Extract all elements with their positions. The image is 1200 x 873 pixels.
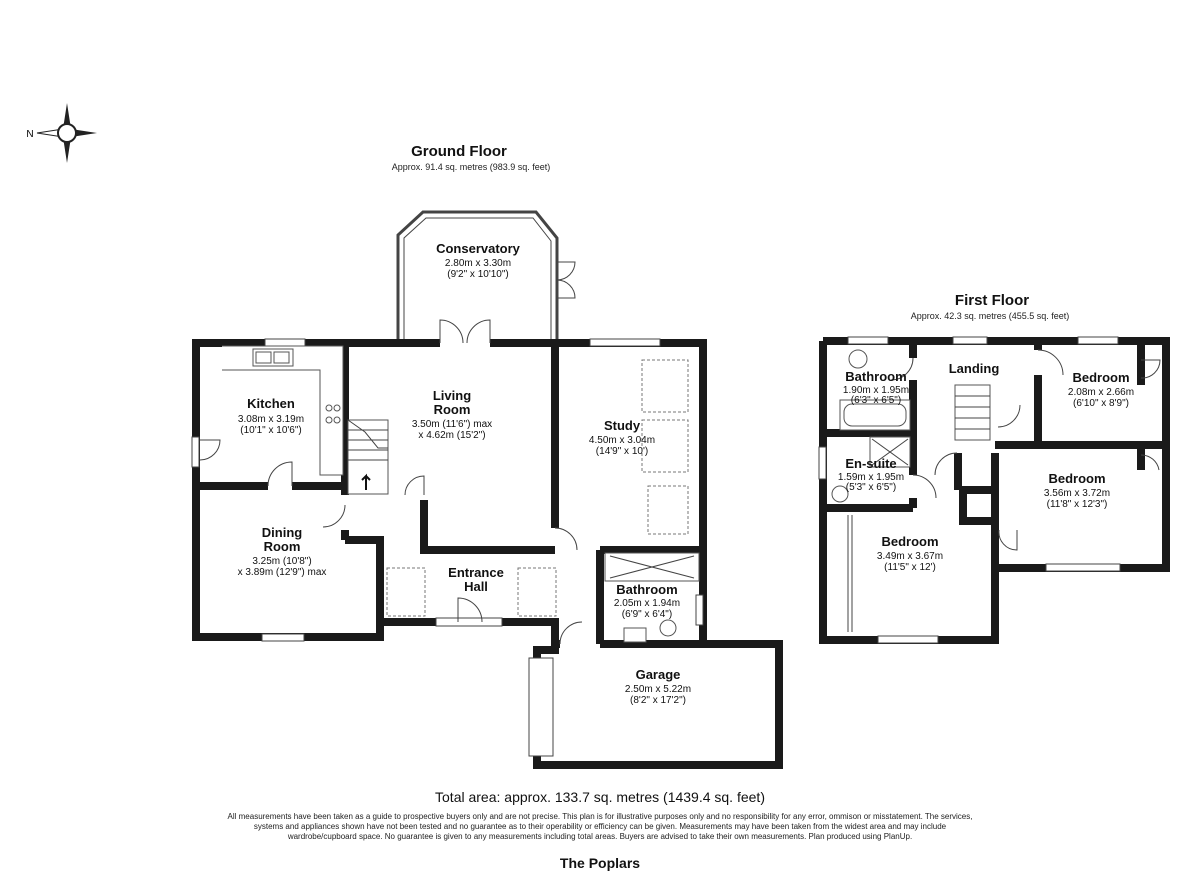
first-floor-title: First Floor	[954, 292, 1030, 309]
bedroom-main-imperial: (11'5" x 12')	[884, 562, 936, 573]
en-suite-dims: 1.59m x 1.95m	[837, 472, 905, 483]
en-suite-imperial: (5'3" x 6'5")	[845, 482, 897, 493]
bathroom-first-dims: 1.90m x 1.95m	[842, 385, 910, 396]
room-garage	[625, 667, 691, 706]
conservatory-name: Conservatory	[436, 241, 520, 256]
disclaimer-text: All measurements have been taken as a guide to prospective buyers only and are not precise. This plan is for illustrative purposes only and no responsibility for any error, ommison or misstatement. The services, systems and appliances shown have not been tested and no guarantee as to their operability or efficiency can be given. Measurements may have been taken from the widest area and may include wardrobe/cupboard space. No guarantee is given to any measurements including total areas. Buyers are advised to take their own measurements. Plan produced using PlanUp.	[227, 812, 973, 841]
compass-rose-icon	[26, 103, 97, 163]
room-en-suite	[838, 456, 904, 493]
room-conservatory	[436, 241, 521, 280]
living-room-name-1: Living	[432, 388, 472, 403]
landing-name: Landing	[948, 361, 1000, 376]
bedroom-main-name: Bedroom	[881, 534, 939, 549]
dining-room-imperial: x 3.89m (12'9") max	[237, 567, 327, 578]
room-landing	[949, 361, 1000, 376]
dining-room-name-1: Dining	[261, 525, 303, 540]
compass-direction: N	[26, 129, 34, 140]
bedroom-right-imperial: (11'8" x 12'3")	[1046, 499, 1108, 510]
bathroom-ground-dims: 2.05m x 1.94m	[613, 598, 681, 609]
living-room-imperial: x 4.62m (15'2")	[418, 430, 486, 441]
entrance-hall-name-2: Hall	[464, 579, 488, 594]
kitchen-imperial: (10'1" x 10'6")	[240, 425, 302, 436]
room-bedroom-main	[877, 534, 943, 573]
room-bathroom-ground	[614, 582, 680, 620]
conservatory-imperial: (9'2" x 10'10")	[447, 269, 509, 280]
bedroom-small-name: Bedroom	[1072, 370, 1130, 385]
ground-floor-title: Ground Floor	[411, 143, 507, 160]
bedroom-small-dims: 2.08m x 2.66m	[1067, 387, 1135, 398]
total-area: Total area: approx. 133.7 sq. metres (1439.4 sq. feet)	[435, 789, 765, 805]
conservatory-dims: 2.80m x 3.30m	[444, 258, 512, 269]
garage-imperial: (8'2" x 17'2")	[630, 695, 686, 706]
living-room-name-2: Room	[433, 402, 471, 417]
kitchen-dims: 3.08m x 3.19m	[237, 414, 305, 425]
plan-name: The Poplars	[559, 855, 641, 871]
room-study	[589, 418, 655, 457]
garage-dims: 2.50m x 5.22m	[624, 684, 692, 695]
ground-floor-fixtures	[192, 262, 703, 756]
room-bathroom-first	[843, 369, 909, 406]
study-dims: 4.50m x 3.04m	[588, 435, 656, 446]
bathroom-ground-imperial: (6'9" x 6'4")	[621, 609, 673, 620]
ground-floor-area: Approx. 91.4 sq. metres (983.9 sq. feet)	[391, 162, 551, 172]
en-suite-name: En-suite	[845, 456, 897, 471]
bedroom-small-imperial: (6'10" x 8'9")	[1073, 398, 1129, 409]
garage-name: Garage	[635, 667, 681, 682]
room-entrance-hall	[448, 565, 504, 594]
room-living-room	[412, 388, 492, 441]
room-bedroom-small	[1068, 370, 1134, 409]
ground-floor-walls	[196, 212, 779, 765]
bathroom-first-name: Bathroom	[845, 369, 907, 384]
dining-room-name-2: Room	[263, 539, 301, 554]
study-imperial: (14'9" x 10')	[595, 446, 649, 457]
entrance-hall-name-1: Entrance	[448, 565, 504, 580]
first-floor-area: Approx. 42.3 sq. metres (455.5 sq. feet)	[910, 311, 1070, 321]
living-room-dims: 3.50m (11'6") max	[411, 419, 493, 430]
study-name: Study	[603, 418, 641, 433]
room-kitchen	[238, 396, 304, 436]
bedroom-main-dims: 3.49m x 3.67m	[876, 551, 944, 562]
bathroom-first-imperial: (6'3" x 6'5")	[850, 395, 902, 406]
bedroom-right-dims: 3.56m x 3.72m	[1043, 488, 1111, 499]
bedroom-right-name: Bedroom	[1048, 471, 1106, 486]
room-dining-room	[238, 525, 327, 578]
bathroom-ground-name: Bathroom	[616, 582, 678, 597]
kitchen-name: Kitchen	[247, 396, 295, 411]
room-bedroom-right	[1044, 471, 1110, 510]
dining-room-dims: 3.25m (10'8")	[252, 556, 312, 567]
